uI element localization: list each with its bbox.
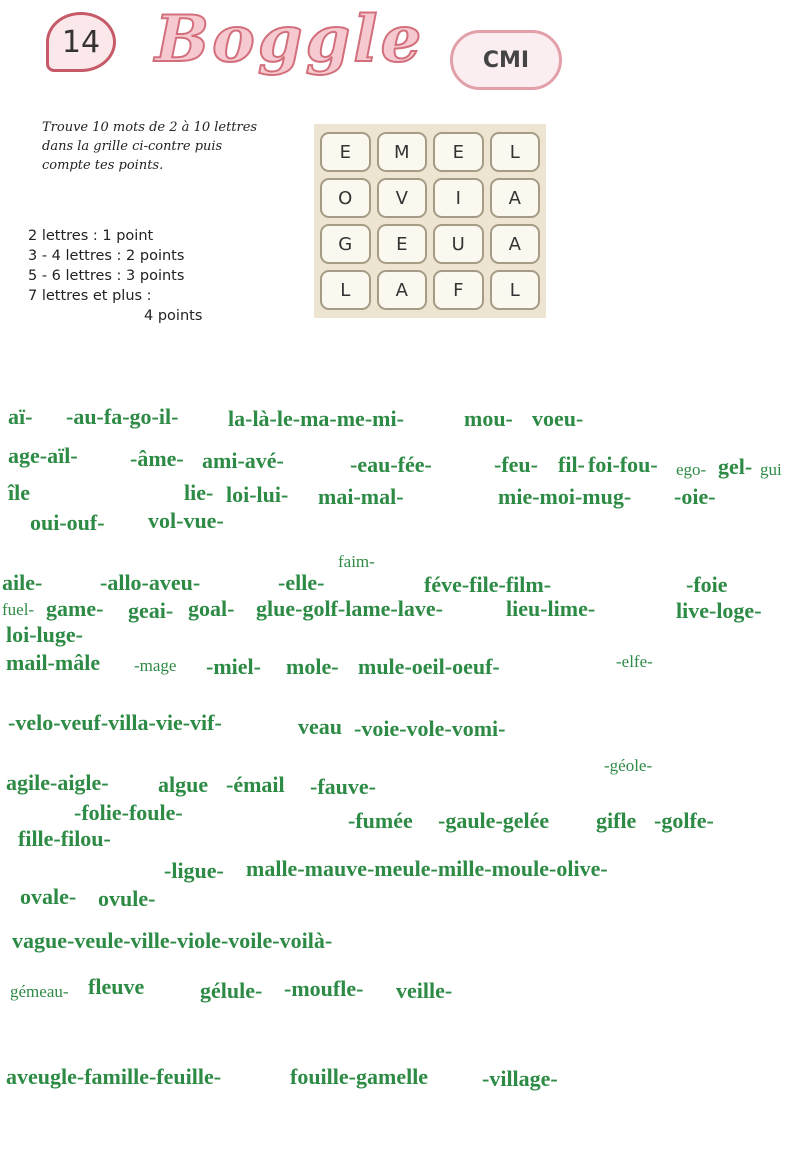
answer-word: lie- [184, 480, 214, 505]
answer-word: -golfe- [654, 808, 714, 833]
answer-word: ovule- [98, 886, 156, 911]
answer-word: -village- [482, 1066, 558, 1091]
answer-word: île [8, 480, 30, 505]
answer-word: -elfe- [616, 652, 653, 671]
answer-word: aï- [8, 404, 33, 429]
answer-word: agile-aigle- [6, 770, 109, 795]
answer-word: mai-mal- [318, 484, 404, 509]
grid-cell: F [433, 270, 484, 310]
answer-word: -fauve- [310, 774, 376, 799]
answer-word: gel- [718, 454, 753, 479]
answer-word: algue [158, 772, 209, 797]
answer-word: glue-golf-lame-lave- [256, 596, 443, 621]
answer-word: vague-veule-ville-viole-voile-voilà- [12, 928, 333, 953]
answer-word: foi-fou- [588, 452, 658, 477]
scoring-line: 7 lettres et plus : [28, 288, 152, 304]
answer-word: loi-lui- [226, 482, 289, 507]
answer-word: veau [298, 714, 342, 739]
answer-word: gémeau- [10, 982, 69, 1001]
grid-cell: E [433, 132, 484, 172]
answer-word: -au-fa-go-il- [66, 404, 179, 429]
grid-cell: E [320, 132, 371, 172]
answer-word: gui [760, 460, 782, 479]
answer-word: aile- [2, 570, 43, 595]
answer-word: -allo-aveu- [100, 570, 201, 595]
answer-word: mule-oeil-oeuf- [358, 654, 500, 679]
answer-word: fuel- [2, 600, 35, 619]
answer-word: -elle- [278, 570, 325, 595]
answer-word: gifle [596, 808, 637, 833]
grid-cell: G [320, 224, 371, 264]
answer-word: -âme- [130, 446, 184, 471]
scoring-line: 4 points [144, 308, 203, 324]
answer-word: mou- [464, 406, 513, 431]
exercise-number: 14 [61, 24, 101, 60]
grid-cell: L [490, 132, 541, 172]
answer-word: -foie [686, 572, 728, 597]
answer-word: mie-moi-mug- [498, 484, 632, 509]
grid-cell: E [377, 224, 428, 264]
answer-word: -velo-veuf-villa-vie-vif- [8, 710, 222, 735]
grid-cell: A [377, 270, 428, 310]
answer-word: -géole- [604, 756, 653, 775]
answer-word: -folie-foule- [74, 800, 183, 825]
grid-cell: A [490, 178, 541, 218]
answer-word: veille- [396, 978, 453, 1003]
scoring-line: 3 - 4 lettres : 2 points [28, 248, 185, 264]
scoring-line: 2 lettres : 1 point [28, 228, 154, 244]
answer-word: mole- [286, 654, 339, 679]
answer-word: fille-filou- [18, 826, 111, 851]
answer-word: malle-mauve-meule-mille-moule-olive- [246, 856, 608, 881]
answer-word: -oie- [674, 484, 716, 509]
answer-word: vol-vue- [148, 508, 224, 533]
answer-word: -eau-fée- [350, 452, 432, 477]
answer-word: -feu- [494, 452, 538, 477]
answer-word: fouille-gamelle [290, 1064, 429, 1089]
grid-cell: V [377, 178, 428, 218]
answer-word: -émail [226, 772, 285, 797]
answer-word: faim- [338, 552, 375, 571]
answer-word: fil- [558, 452, 585, 477]
level-label: CMI [482, 47, 530, 73]
answer-word: geai- [128, 598, 174, 623]
answer-word: oui-ouf- [30, 510, 105, 535]
answer-word: game- [46, 596, 104, 621]
answer-word: age-aïl- [8, 443, 78, 468]
answer-word: ego- [676, 460, 707, 479]
answer-word: gélule- [200, 978, 263, 1003]
page-title: Boggle [155, 2, 425, 77]
answer-word: ami-avé- [202, 448, 284, 473]
grid-cell: O [320, 178, 371, 218]
answer-word: -fumée [348, 808, 413, 833]
scoring-line: 5 - 6 lettres : 3 points [28, 268, 185, 284]
answer-word: féve-file-film- [424, 572, 552, 597]
instructions: Trouve 10 mots de 2 à 10 lettres dans la grille ci-contre puis compte tes points. [42, 120, 258, 173]
answer-word: loi-luge- [6, 622, 83, 647]
grid-cell: L [320, 270, 371, 310]
answer-word: lieu-lime- [506, 596, 596, 621]
grid-cell: M [377, 132, 428, 172]
answer-word: la-là-le-ma-me-mi- [228, 406, 404, 431]
grid-cell: L [490, 270, 541, 310]
answer-word: -voie-vole-vomi- [354, 716, 506, 741]
answer-word: voeu- [532, 406, 584, 431]
answer-word: goal- [188, 596, 235, 621]
answer-word: ovale- [20, 884, 77, 909]
answer-word: fleuve [88, 974, 145, 999]
answer-word: mail-mâle [6, 650, 101, 675]
answer-word: -miel- [206, 654, 261, 679]
grid-cell: U [433, 224, 484, 264]
answer-word: aveugle-famille-feuille- [6, 1064, 222, 1089]
answer-word: -ligue- [164, 858, 224, 883]
answer-word: -mage [134, 656, 177, 675]
answer-word: -moufle- [284, 976, 364, 1001]
answer-word: -gaule-gelée [438, 808, 550, 833]
grid-cell: A [490, 224, 541, 264]
answer-word: live-loge- [676, 598, 762, 623]
grid-cell: I [433, 178, 484, 218]
